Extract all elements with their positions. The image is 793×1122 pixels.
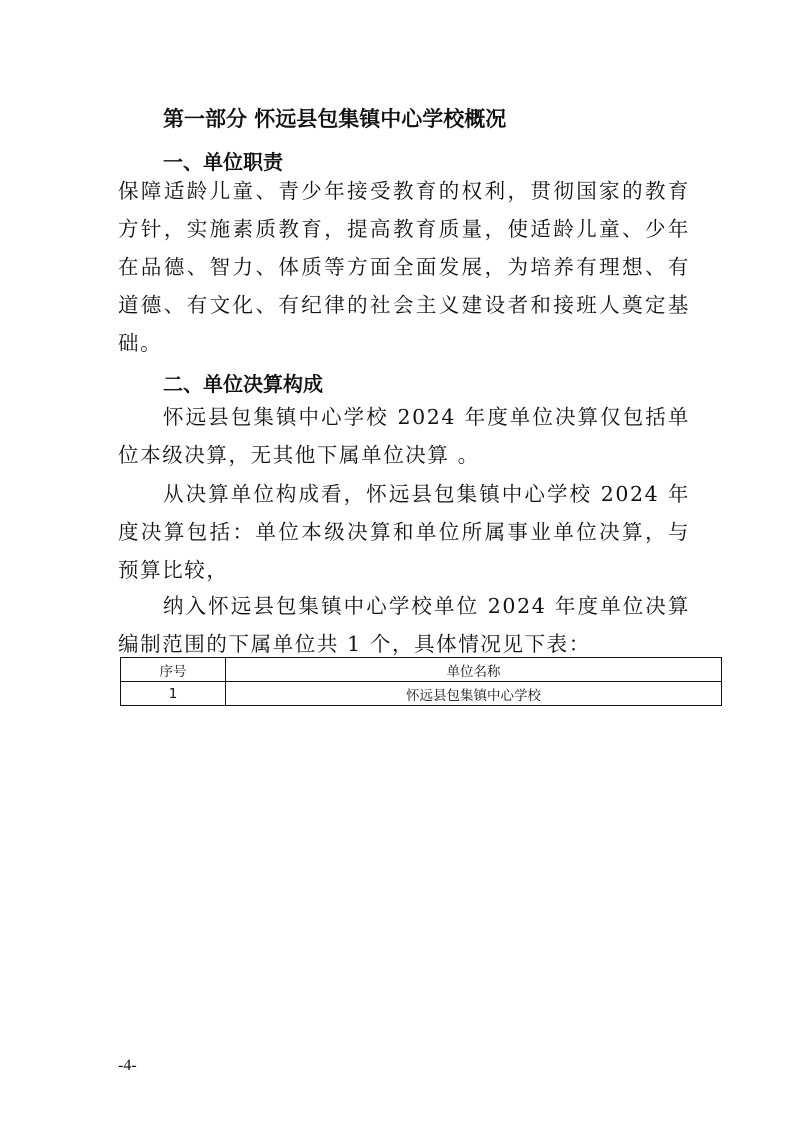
column-header-unit-name: 单位名称 <box>226 658 722 682</box>
subordinate-units-table <box>120 657 722 706</box>
page-number: -4- <box>118 1057 137 1074</box>
page-title: 第一部分 怀远县包集镇中心学校概况 <box>163 107 507 131</box>
table-header-row <box>121 658 722 682</box>
column-header-seq: 序号 <box>121 658 226 682</box>
table-row <box>121 682 722 706</box>
table-cell-seq: 1 <box>121 682 226 706</box>
duties-paragraph: 保障适龄儿童、青少年接受教育的权利，贯彻国家的教育方针，实施素质教育，提高教育质量，使适龄儿童、少年在品德、智力、体质等方面全面发展，为培养有理想、有道德、有文化、有纪律的社会主义建设者和接班人奠定基础。 <box>118 179 690 355</box>
section-heading-composition: 二、单位决算构成 <box>163 372 323 396</box>
section-heading-duties: 一、单位职责 <box>163 150 283 174</box>
composition-paragraph-2: 从决算单位构成看，怀远县包集镇中心学校 2024 年度决算包括：单位本级决算和单位所属事业单位决算，与预算比较， <box>118 482 690 582</box>
composition-paragraph-3: 纳入怀远县包集镇中心学校单位 2024 年度单位决算编制范围的下属单位共 1 个，具体情况见下表： <box>118 594 690 656</box>
composition-paragraph-1: 怀远县包集镇中心学校 2024 年度单位决算仅包括单位本级决算，无其他下属单位决算 。 <box>118 405 690 467</box>
table-cell-unit-name: 怀远县包集镇中心学校 <box>226 682 722 706</box>
